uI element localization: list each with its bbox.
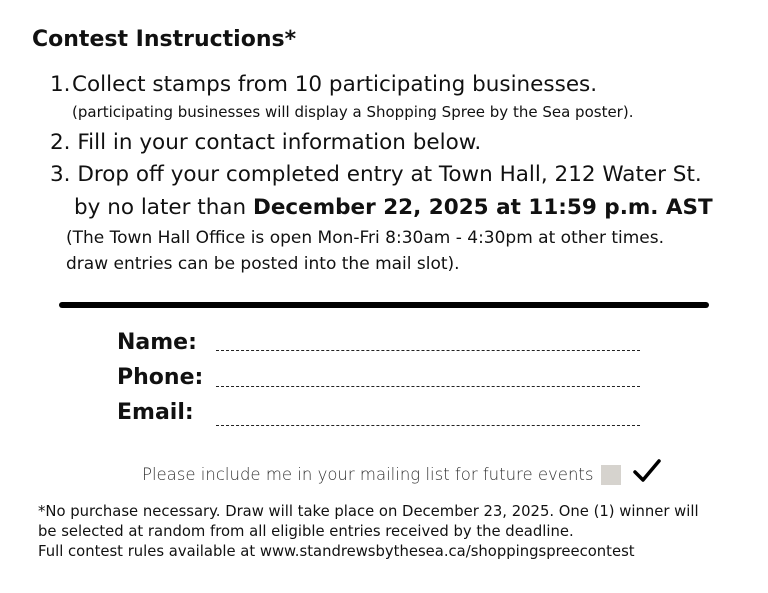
email-label: Email: <box>117 400 194 425</box>
footer-line-1: *No purchase necessary. Draw will take place on December 23, 2025. One (1) winner will <box>38 503 699 520</box>
checkmark-icon <box>633 458 661 484</box>
step-2: 2. Fill in your contact information below. <box>50 130 482 155</box>
step-3: 3. Drop off your completed entry at Town Hall, 212 Water St. <box>50 162 702 187</box>
step-1-number: 1. <box>50 72 71 97</box>
deadline-date: December 22, 2025 at 11:59 p.m. AST <box>253 195 713 220</box>
deadline-prefix: by no later than <box>74 195 253 220</box>
email-field[interactable] <box>216 425 640 426</box>
office-hours-note: (The Town Hall Office is open Mon-Fri 8:30am - 4:30pm at other times. <box>66 228 665 248</box>
footer-rules-link[interactable]: Full contest rules available at www.standrewsbythesea.ca/shoppingspreecontest <box>38 543 635 560</box>
step-3-deadline-line <box>74 195 713 220</box>
name-label: Name: <box>117 330 197 355</box>
footer-line-2: be selected at random from all eligible entries received by the deadline. <box>38 523 574 540</box>
step-1-text: Collect stamps from 10 participating businesses. <box>72 72 598 97</box>
phone-field[interactable] <box>216 386 640 387</box>
page-title: Contest Instructions* <box>32 27 297 52</box>
mail-slot-note: draw entries can be posted into the mail slot). <box>66 254 460 274</box>
phone-label: Phone: <box>117 365 204 390</box>
name-field[interactable] <box>216 350 640 351</box>
divider <box>59 302 709 308</box>
step-1 <box>50 72 597 97</box>
step-1-subnote: (participating businesses will display a Shopping Spree by the Sea poster). <box>72 103 634 121</box>
mailing-list-label: Please include me in your mailing list for future events <box>142 465 594 484</box>
mailing-list-checkbox[interactable] <box>601 465 621 485</box>
